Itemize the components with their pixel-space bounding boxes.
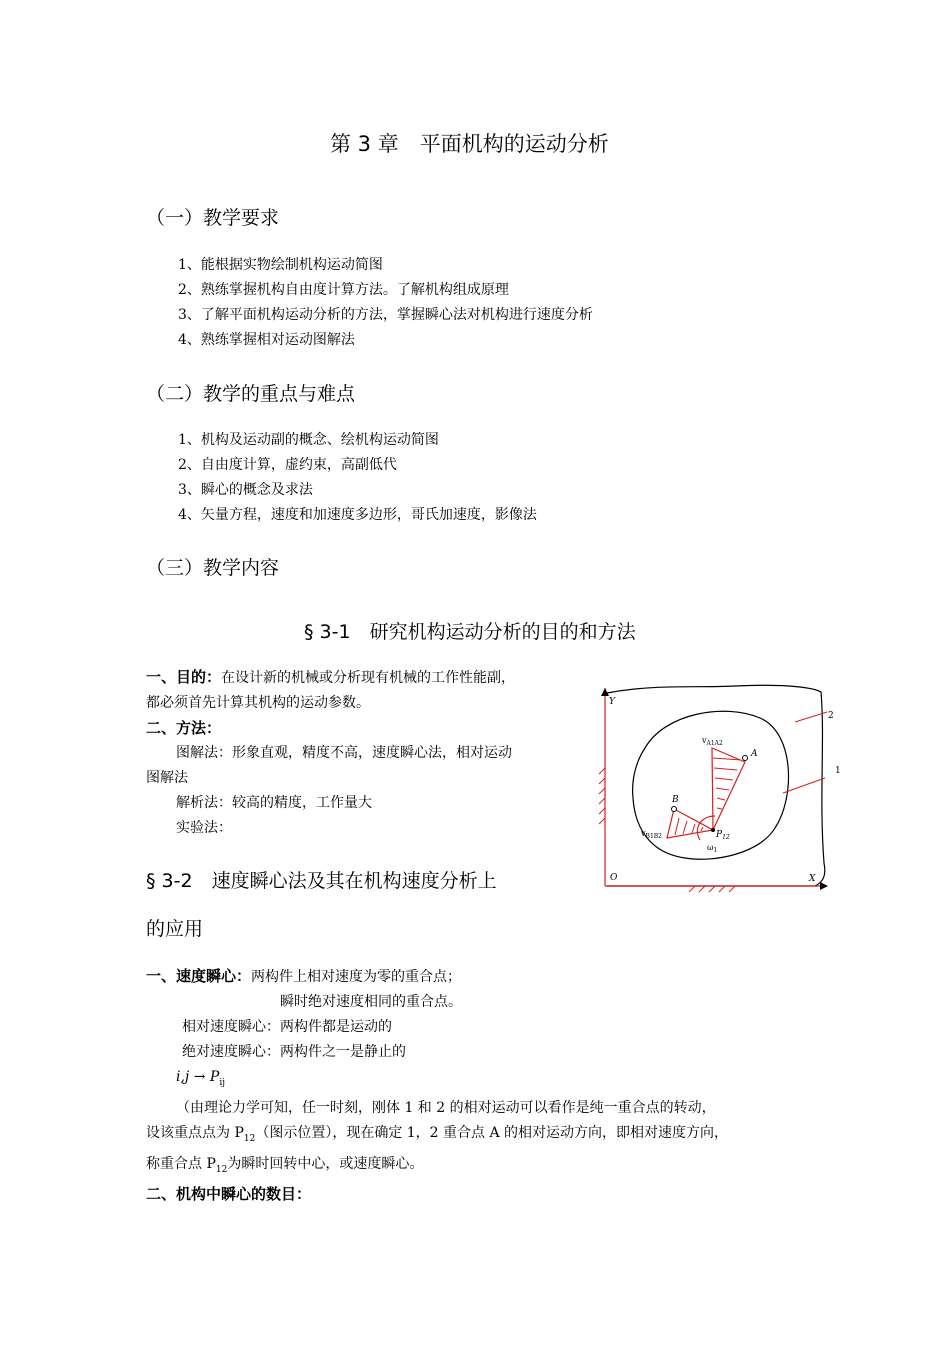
purpose-label: 一、目的： [146, 668, 222, 686]
svg-text:1: 1 [835, 766, 841, 776]
velocity-triangle-b [667, 809, 713, 838]
svg-text:ω1: $\omega_1$ [707, 843, 718, 854]
svg-text:O: O [610, 873, 618, 883]
subsection-heading-3-2-cont: 的应用 [146, 918, 204, 940]
requirements-list [178, 253, 593, 353]
purpose-text-cont: 都必须首先计算其机构的运动参数。 [146, 695, 370, 711]
page-title: 第 3 章 平面机构的运动分析 [330, 132, 609, 156]
svg-text:vA1A2: $v_{A1A2}$ [702, 736, 723, 747]
list-item: 4、矢量方程，速度和加速度多边形，哥氏加速度，影像法 [178, 507, 537, 523]
section-heading-key-points: （二）教学的重点与难点 [146, 383, 356, 405]
instant-center-paragraph [146, 964, 728, 1207]
instant-center-count-label: 二、机构中瞬心的数目： [146, 1185, 312, 1204]
notation-line: $i,j \to P_{ij}$ [176, 1069, 226, 1088]
method-analytic: 解析法：较高的精度，工作量大 [176, 795, 372, 811]
relative-instant-center: 相对速度瞬心：两构件都是运动的 [182, 1019, 392, 1035]
list-item: 2、熟练掌握机构自由度计算方法。了解机构组成原理 [178, 282, 509, 298]
point-b [672, 807, 677, 812]
list-item: 1、能根据实物绘制机构运动简图 [178, 257, 383, 273]
subsection-heading-3-1: § 3-1 研究机构运动分析的目的和方法 [304, 621, 636, 643]
list-item: 1、机构及运动副的概念、绘机构运动简图 [178, 432, 439, 448]
svg-text:X: X [809, 874, 816, 884]
body-2-outline [607, 685, 825, 886]
section-heading-requirements: （一）教学要求 [146, 207, 280, 229]
svg-text:B: B [672, 795, 679, 805]
instant-center-def: 两构件上相对速度为零的重合点； [251, 969, 462, 985]
subsection-heading-3-2: § 3-2 速度瞬心法及其在机构速度分析上 [146, 870, 497, 892]
instant-center-def-2: 瞬时绝对速度相同的重合点。 [280, 994, 462, 1010]
svg-text:Y: Y [609, 697, 615, 707]
point-p12 [711, 828, 715, 832]
absolute-instant-center: 绝对速度瞬心：两构件之一是静止的 [182, 1044, 406, 1060]
list-item: 3、瞬心的概念及求法 [178, 482, 313, 498]
point-a [743, 756, 748, 761]
purpose-paragraph [146, 665, 515, 841]
purpose-text: 在设计新的机械或分析现有机械的工作性能副， [221, 670, 516, 686]
explanation-line-1: （由理论力学可知，任一时刻，刚体 1 和 2 的相对运动可以看作是纯一重合点的转动， [176, 1099, 716, 1116]
svg-text:vB1B2: $v_{B1B2}$ [641, 829, 662, 840]
svg-text:A: A [751, 749, 758, 759]
explanation-line-3: 称重合点 $P_{12}$为瞬时回转中心，或速度瞬心。 [146, 1155, 424, 1175]
key-points-list [178, 428, 537, 528]
method-graphic-cont: 图解法 [146, 770, 188, 786]
instant-center-label: 一、速度瞬心： [146, 967, 252, 985]
svg-text:P12: $P_{12}$ [716, 830, 730, 841]
explanation-line-2: 设该重点点为 $P_{12}$（图示位置），现在确定 1，2 重合点 A 的相对运动方向，即相对速度方向， [146, 1124, 729, 1144]
method-label: 二、方法： [146, 719, 222, 737]
list-item: 4、熟练掌握相对运动图解法 [178, 332, 355, 348]
method-graphic: 图解法：形象直观，精度不高，速度瞬心法，相对运动 [176, 745, 512, 761]
section-heading-content: （三）教学内容 [146, 557, 280, 579]
list-item: 3、了解平面机构运动分析的方法，掌握瞬心法对机构进行速度分析 [178, 307, 593, 323]
method-experimental: 实验法： [176, 820, 232, 836]
svg-text:2: 2 [828, 711, 834, 721]
list-item: 2、自由度计算，虚约束，高副低代 [178, 457, 397, 473]
instant-center-diagram [595, 678, 845, 898]
